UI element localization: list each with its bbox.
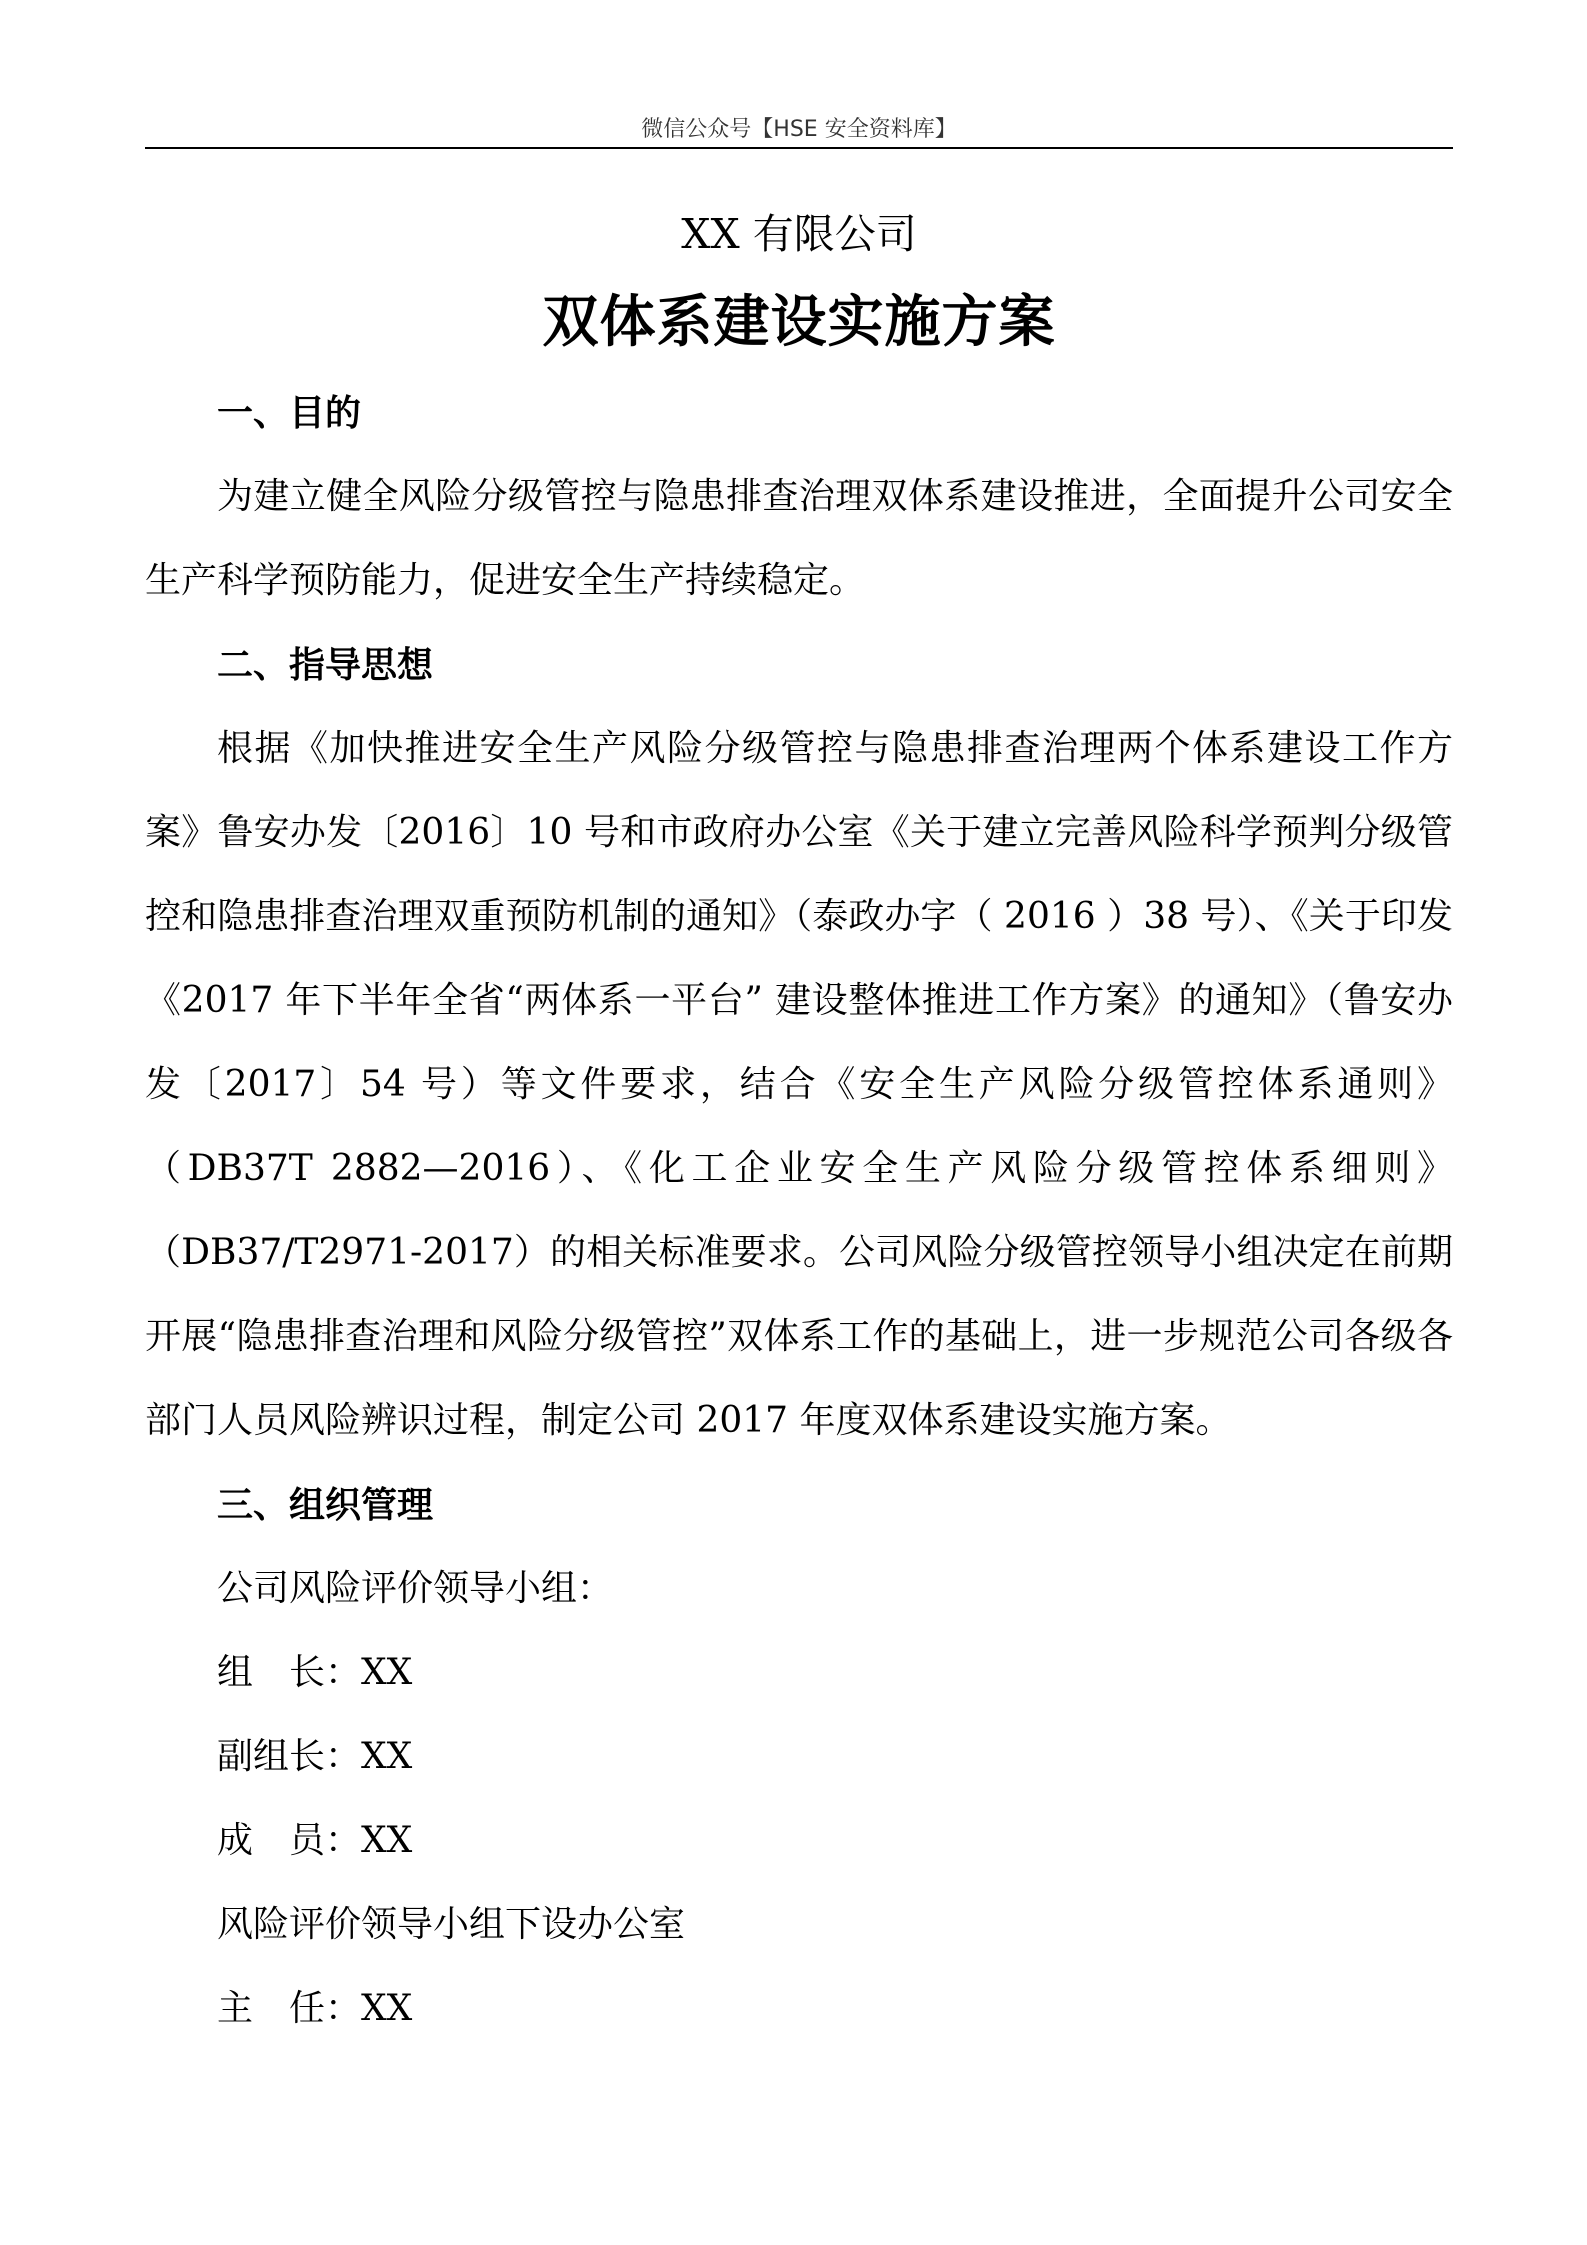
paragraph-purpose: 为建立健全风险分级管控与隐患排查治理双体系建设推进，全面提升公司安全生产科学预防能力，促进安全生产持续稳定。 [145,476,1453,601]
paragraph-deputy-leader: 副组长：XX [217,1736,413,1777]
paragraph-leadership-group: 公司风险评价领导小组： [217,1568,614,1609]
company-name: XX 有限公司 [681,210,917,258]
section-heading-purpose: 一、目的 [217,392,362,434]
paragraph-guiding-ideology: 根据《加快推进安全生产风险分级管控与隐患排查治理两个体系建设工作方案》鲁安办发〔2016〕10 号和市政府办公室《关于建立完善风险科学预判分级管控和隐患排查治理双重预防机制的通知》（泰政办字（ 2016 ）38 号）、《关于印发《2017 年下半年全省“两体系一平台” 建设整体推进工作方案》的通知》（鲁安办发〔2017〕54 号）等文件要求，结合《安全生产风险分级管控体系通则》（DB37T 2882—2016）、《化工企业安全生产风险分级管控体系细则》（DB37/T2971-2017）的相关标准要求。公司风险分级管控领导小组决定在前期开展“隐患排查治理和风险分级管控”双体系工作的基础上，进一步规范公司各级各部门人员风险辨识过程，制定公司 2017 年度双体系建设实施方案。 [145,728,1453,1441]
paragraph-members: 成 员：XX [217,1820,413,1861]
header-divider [145,147,1453,149]
section-heading-guiding-ideology: 二、指导思想 [217,644,434,686]
paragraph-group-leader: 组 长：XX [217,1652,413,1693]
document-title: 双体系建设实施方案 [542,289,1056,355]
page-header: 微信公众号【HSE 安全资料库】 [641,117,957,142]
paragraph-director: 主 任：XX [217,1988,413,2029]
section-heading-organization: 三、组织管理 [217,1484,434,1526]
paragraph-office: 风险评价领导小组下设办公室 [217,1904,686,1945]
document-body [145,371,1453,2051]
